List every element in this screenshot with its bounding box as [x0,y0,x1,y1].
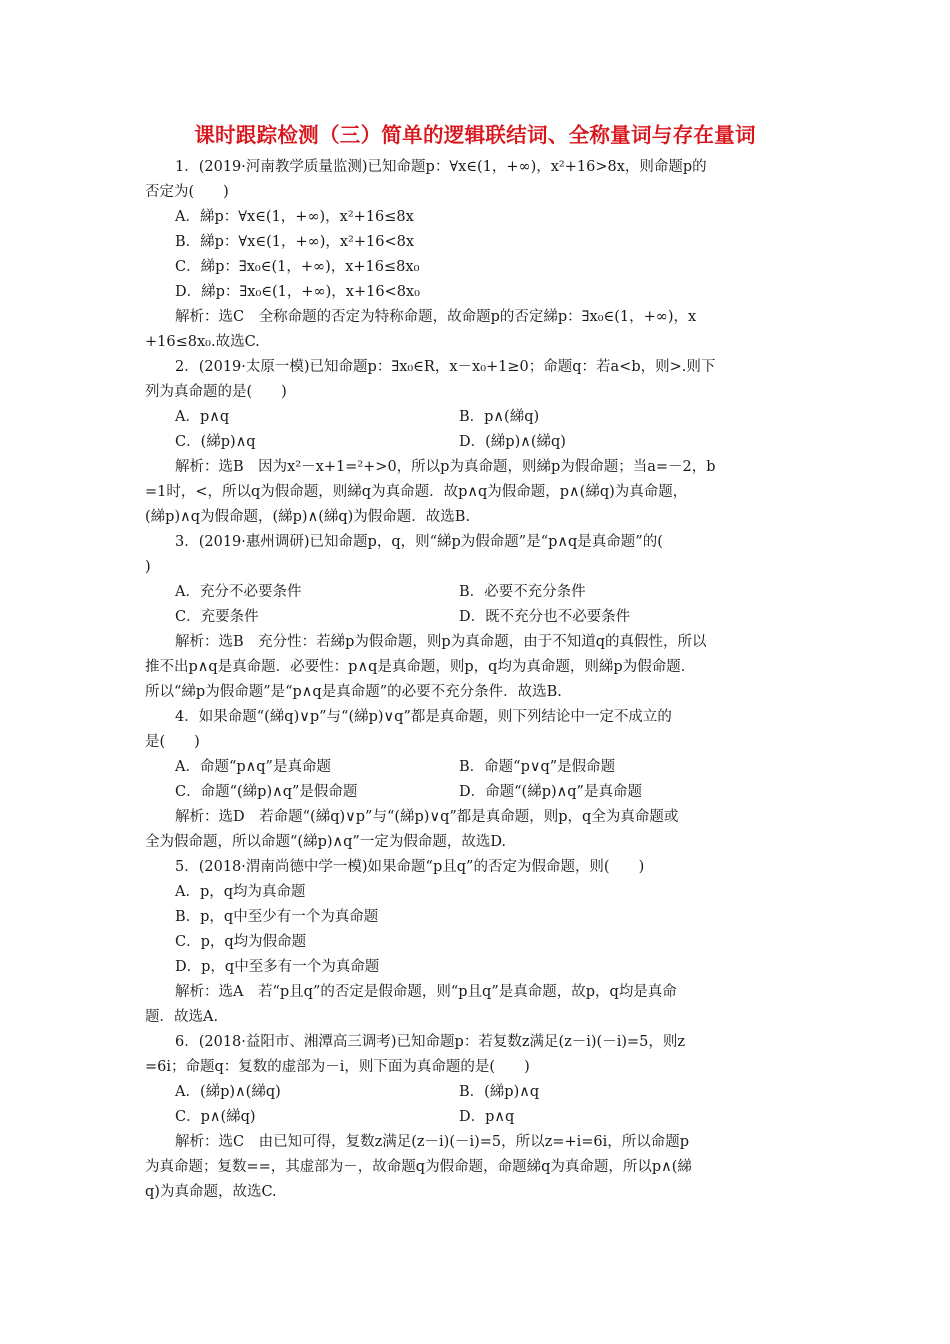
text-line: 3．(2019·惠州调研)已知命题p，q，则“綈p为假命题”是“p∧q是真命题”的( [175,534,663,550]
text-line: =6i；命题q：复数的虚部为－i，则下面为真命题的是( ) [145,1059,530,1075]
option-line: C．綈p：∃x₀∈(1，+∞)，x+16≤8x₀ [175,259,420,275]
option-row [175,581,875,603]
option-c: C．(綈p)∧q [175,434,256,450]
solution-line: 解析：选B 因为x²－x+1=²+>0，所以p为真命题，则綈p为假命题；当a=－2，b [175,459,716,475]
option-b: B．p∧(綈q) [459,409,540,425]
option-c: C．p∧(綈q) [175,1109,256,1125]
text-line: 是( ) [145,734,200,750]
solution-line: 解析：选B 充分性：若綈p为假命题，则p为真命题，由于不知道q的真假性，所以 [175,634,707,650]
option-a: A．命题“p∧q”是真命题 [175,759,331,775]
option-row [175,756,875,778]
option-d: D．命题“(綈p)∧q”是真命题 [459,784,642,800]
option-c: C．充要条件 [175,609,259,625]
text-line: ) [145,559,151,575]
solution-line: 全为假命题，所以命题“(綈p)∧q”一定为假命题，故选D. [145,834,507,850]
option-line: A．p，q均为真命题 [175,884,306,900]
option-a: A．p∧q [175,409,230,425]
text-line: 4．如果命题“(綈q)∨p”与“(綈p)∨q”都是真命题，则下列结论中一定不成立的 [175,709,672,725]
option-d: D．p∧q [459,1109,515,1125]
solution-line: 为真命题；复数==，其虚部为－，故命题q为假命题，命题綈q为真命题，所以p∧(綈 [145,1159,692,1175]
option-row [175,606,875,628]
option-b: B．(綈p)∧q [459,1084,540,1100]
text-line: 列为真命题的是( ) [145,384,287,400]
option-line: A．綈p：∀x∈(1，+∞)，x²+16≤8x [175,209,414,225]
option-c: C．命题“(綈p)∧q”是假命题 [175,784,358,800]
option-line: C．p，q均为假命题 [175,934,307,950]
solution-line: q)为真命题，故选C. [145,1184,277,1200]
solution-line: =1时，<，所以q为假命题，则綈q为真命题．故p∧q为假命题，p∧(綈q)为真命题， [145,484,688,500]
solution-line: 所以“綈p为假命题”是“p∧q是真命题”的必要不充分条件．故选B. [145,684,562,700]
option-row [175,406,875,428]
solution-line: 解析：选C 由已知可得，复数z满足(z－i)(－i)=5，所以z=+i=6i，所以命题p [175,1134,690,1150]
option-row [175,1081,875,1103]
solution-line: 推不出p∧q是真命题．必要性：p∧q是真命题，则p，q均为真命题，则綈p为假命题． [145,659,696,675]
option-b: B．必要不充分条件 [459,584,586,600]
option-row [175,1106,875,1128]
page-title: 课时跟踪检测（三）简单的逻辑联结词、全称量词与存在量词 [194,123,756,147]
option-d: D．(綈p)∧(綈q) [459,434,566,450]
text-line: 6．(2018·益阳市、湘潭高三调考)已知命题p：若复数z满足(z－i)(－i)=5，则z [175,1034,686,1050]
solution-line: 解析：选D 若命题“(綈q)∨p”与“(綈p)∨q”都是真命题，则p，q全为真命题或 [175,809,679,825]
solution-line: 题．故选A. [145,1009,219,1025]
option-line: D．綈p：∃x₀∈(1，+∞)，x+16<8x₀ [175,284,420,300]
option-line: D．p，q中至多有一个为真命题 [175,959,380,975]
solution-line: 解析：选C 全称命题的否定为特称命题，故命题p的否定綈p：∃x₀∈(1，+∞)，x [175,309,697,325]
option-line: B．綈p：∀x∈(1，+∞)，x²+16<8x [175,234,415,250]
option-row [175,431,875,453]
option-d: D．既不充分也不必要条件 [459,609,631,625]
text-line: 1．(2019·河南教学质量监测)已知命题p：∀x∈(1，+∞)，x²+16>8x，则命题p的 [175,159,707,175]
text-line: 5．(2018·渭南尚德中学一模)如果命题“p且q”的否定为假命题，则( ) [175,859,645,875]
option-a: A．(綈p)∧(綈q) [175,1084,281,1100]
option-a: A．充分不必要条件 [175,584,302,600]
solution-line: (綈p)∧q为假命题，(綈p)∧(綈q)为假命题．故选B. [145,509,471,525]
text-line: 2．(2019·太原一模)已知命题p：∃x₀∈R，x－x₀+1≥0；命题q：若a<b，则>.则下 [175,359,716,375]
solution-line: 解析：选A 若“p且q”的否定是假命题，则“p且q”是真命题，故p，q均是真命 [175,984,677,1000]
option-row [175,781,875,803]
text-line: 否定为( ) [145,184,229,200]
option-line: B．p，q中至少有一个为真命题 [175,909,379,925]
option-b: B．命题“p∨q”是假命题 [459,759,616,775]
solution-line: +16≤8x₀.故选C. [145,334,260,350]
